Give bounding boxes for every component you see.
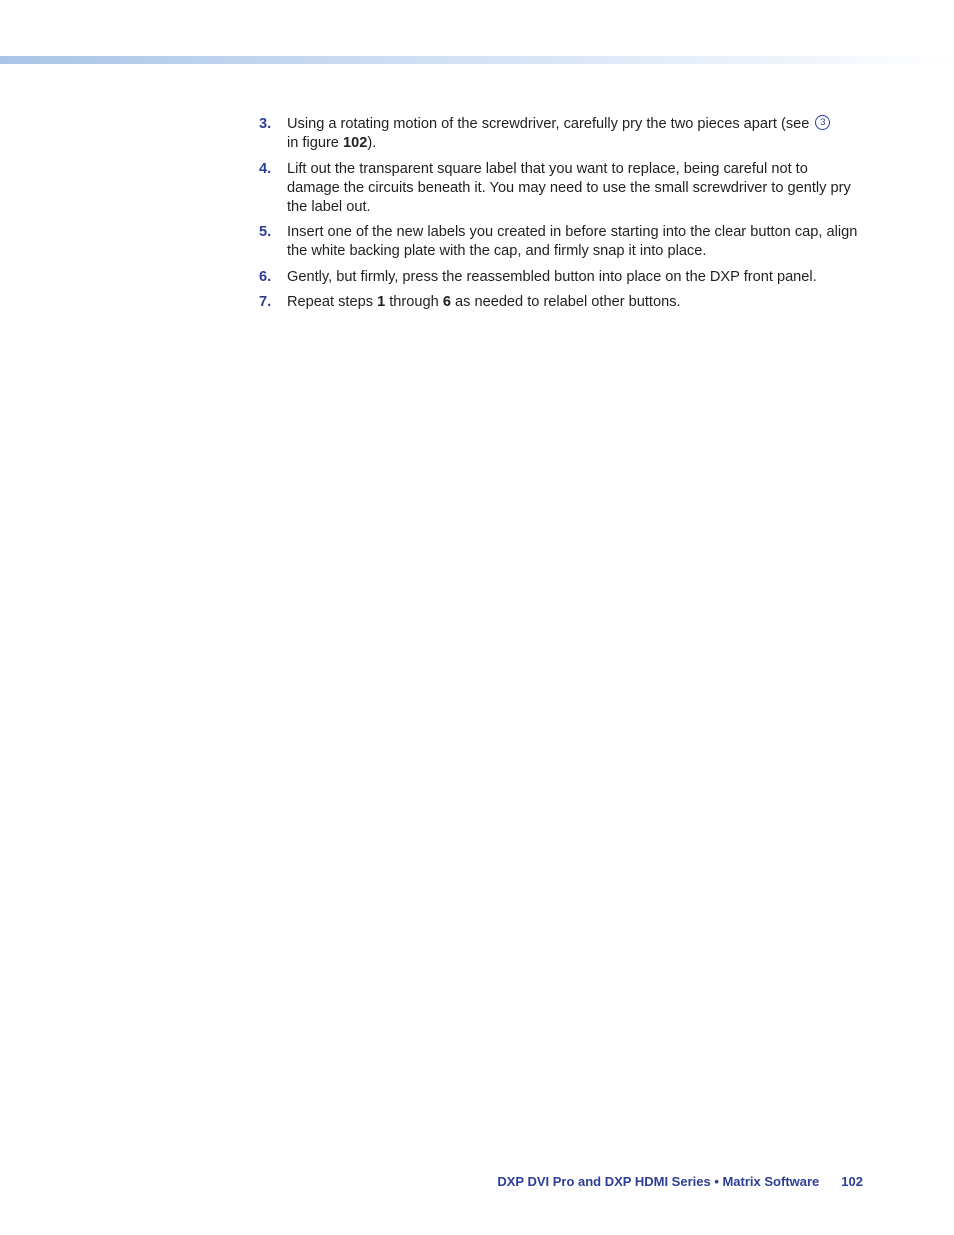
step-number: 5.: [259, 224, 272, 240]
step-6: [259, 268, 859, 287]
step-3: [259, 115, 859, 153]
step-number: 4.: [259, 160, 272, 177]
page-number: 102: [841, 1174, 863, 1189]
step-7: [259, 293, 859, 312]
step-number: 7.: [259, 294, 272, 310]
footer-title: DXP DVI Pro and DXP HDMI Series • Matrix Software: [497, 1174, 820, 1189]
step-text: Lift out the transparent square label that you want to replace, being careful not to damage the circuits beneath it. You may need to use the small screwdriver to gently pry the label out.: [287, 160, 851, 215]
figure-reference: 102: [342, 135, 368, 151]
step-number: 6.: [259, 268, 272, 285]
step-text: Insert one of the new labels you created in before starting into the clear button cap, align the white backing plate with the cap, and firmly snap it into place.: [287, 224, 858, 259]
instruction-steps: [259, 115, 859, 319]
step-text: Gently, but firmly, press the reassembled button into place on the DXP front panel.: [287, 268, 817, 285]
step-5: [259, 223, 859, 261]
step-number: 3.: [259, 116, 272, 132]
header-gradient-bar: [0, 56, 954, 64]
step-4: [259, 160, 859, 217]
step-text: Repeat steps 1 through 6 as needed to relabel other buttons.: [287, 294, 681, 310]
step-text: Using a rotating motion of the screwdriver, carefully pry the two pieces apart (see 3 in figure 102).: [287, 116, 830, 151]
page-footer: [497, 1174, 863, 1189]
step-reference-end: 6: [442, 294, 451, 310]
callout-number-icon: 3: [815, 115, 830, 130]
step-reference-start: 1: [377, 294, 386, 310]
